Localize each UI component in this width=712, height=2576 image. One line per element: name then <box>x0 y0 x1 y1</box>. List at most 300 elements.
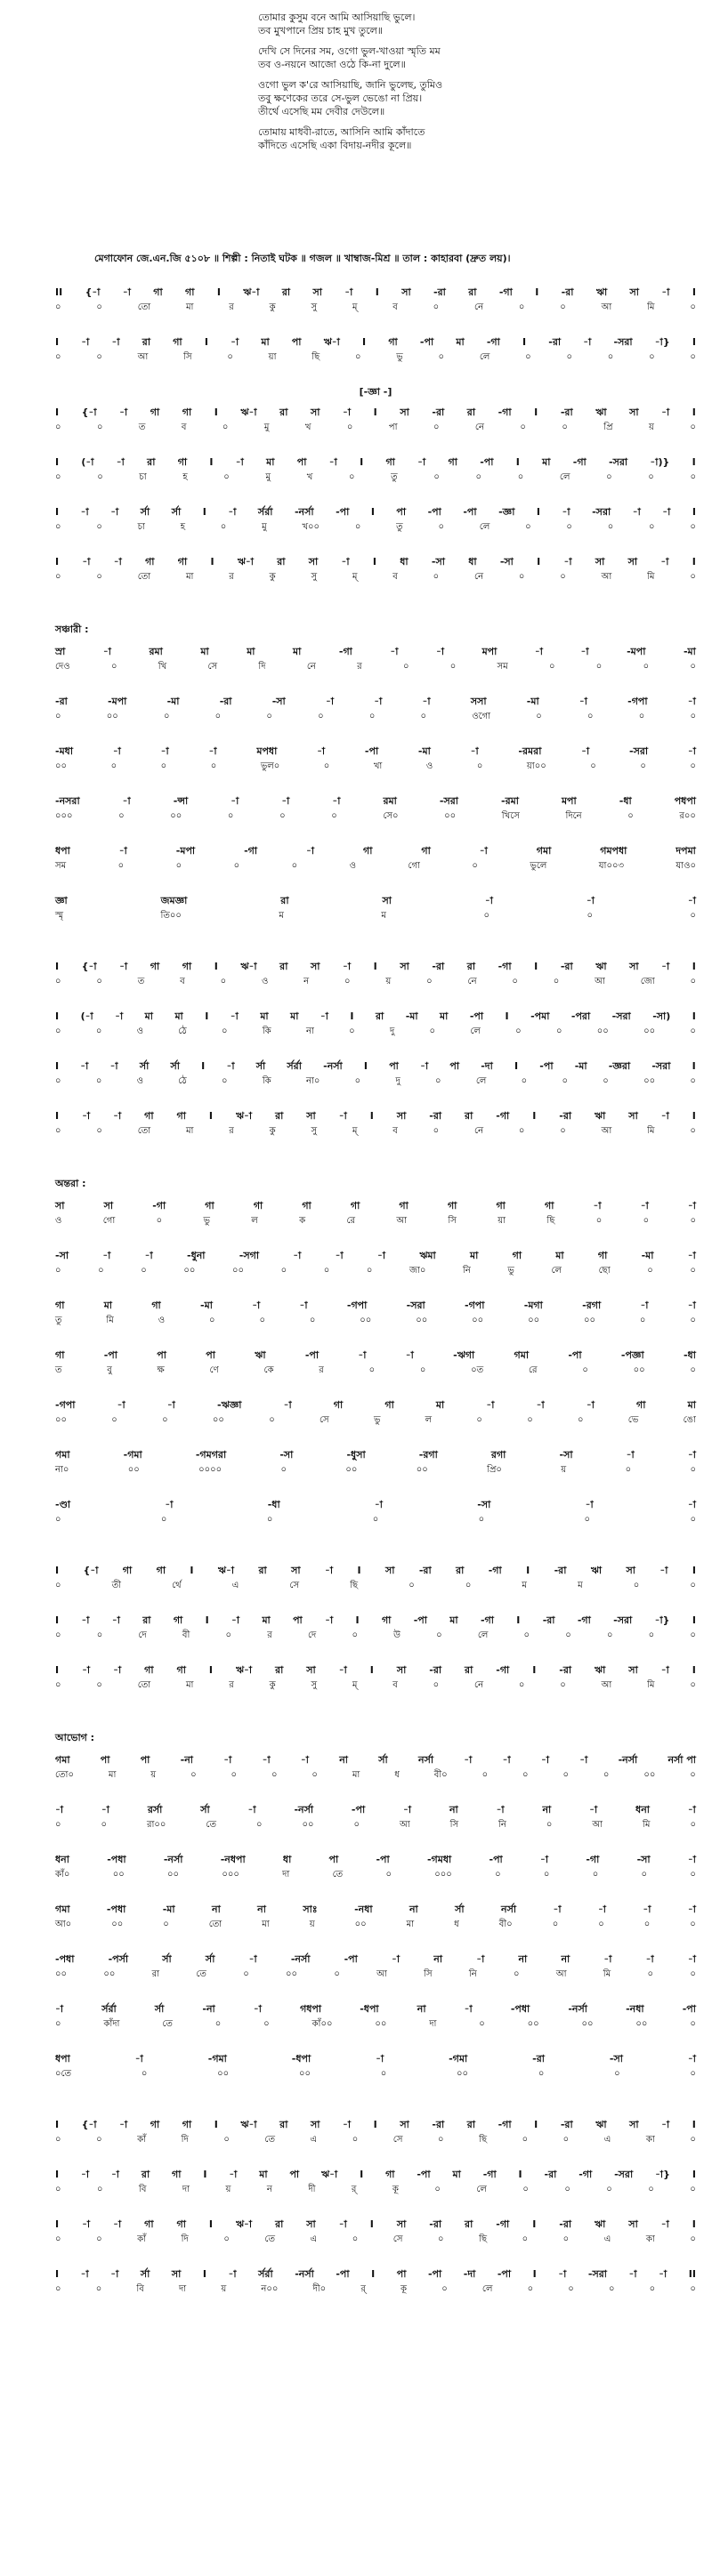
swara-note: -া <box>223 1754 232 1766</box>
swara-note: রা <box>466 961 476 972</box>
lyric-syllable: র <box>229 1126 234 1136</box>
swara-note: -া <box>110 2268 119 2280</box>
lyric-syllable: এ <box>231 1581 239 1590</box>
swara-note: -া <box>687 1854 696 1865</box>
swara-note: -া <box>486 1399 495 1411</box>
swara-note: -সা <box>431 556 445 568</box>
lyric-syllable: ০০ <box>416 1316 428 1325</box>
lyric-syllable: ০ <box>566 352 572 362</box>
swara-note: -া <box>687 696 696 707</box>
swara-note: সা <box>55 1200 65 1212</box>
lyric-syllable: ০ <box>96 302 102 312</box>
lyric-syllable: আ <box>399 1820 410 1830</box>
lyric-syllable: ০ <box>690 1515 696 1525</box>
lyric-syllable: ০ <box>233 861 240 871</box>
lyric-syllable: সে <box>289 1581 300 1590</box>
swara-note: -দা <box>463 2268 476 2280</box>
lyric-syllable: ০ <box>434 2185 441 2194</box>
swara-note: গধপা <box>300 2003 322 2015</box>
swara-note: -সা <box>271 696 286 707</box>
swara-note: গা <box>177 456 188 468</box>
swara-note: I <box>55 1565 60 1576</box>
swara-row <box>55 1497 696 1512</box>
swara-note: -া <box>116 456 125 468</box>
lyric-syllable: র <box>229 572 234 582</box>
lyric-syllable: ০ <box>354 352 361 362</box>
notation-line <box>55 1563 696 1593</box>
swara-note: ঋা <box>595 1664 606 1676</box>
swara-note: মা <box>293 646 302 657</box>
lyric-syllable: চা <box>137 522 145 532</box>
swara-note: র্সা <box>455 1904 465 1915</box>
lyric-syllable: কাঁ <box>137 2234 147 2244</box>
lyric-syllable: ০ <box>476 1415 482 1425</box>
swara-note: গা <box>185 286 195 298</box>
swara-note: -া <box>112 745 121 757</box>
lyric-syllable: ০ <box>690 2069 696 2079</box>
lyric-syllable: চা <box>139 472 147 482</box>
swara-note: র্সর্রা <box>257 506 273 518</box>
section-label: অন্তরা : <box>55 1178 86 1189</box>
lyric-syllable: ০০ <box>457 2069 469 2079</box>
lyric-syllable: ০ <box>163 712 170 721</box>
lyric-syllable: ০ <box>587 911 593 921</box>
lyric-syllable: দী০ <box>312 2284 327 2294</box>
lyric-syllable: বী০ <box>433 1770 448 1780</box>
lyric-syllable: ০ <box>354 1076 361 1086</box>
notation-line <box>55 1447 696 1477</box>
swara-note: I <box>204 336 208 348</box>
lyric-syllable: ০ <box>690 2284 696 2294</box>
swara-note: ধনা <box>55 1854 69 1865</box>
lyric-syllable: ০ <box>55 1515 61 1525</box>
notation-line <box>55 455 696 485</box>
notation-line <box>55 1852 696 1882</box>
lyric-syllable: ০ <box>141 1266 147 1276</box>
swara-note: I <box>55 1614 60 1626</box>
lyric-syllable: খিসে <box>501 811 520 821</box>
lyric-syllable: ০ <box>641 1870 648 1880</box>
notation-line <box>55 1613 696 1643</box>
swara-note: গা <box>153 286 163 298</box>
lyric-syllable: ০ <box>227 352 233 362</box>
swara-note: I <box>692 556 696 568</box>
swara-row <box>55 1108 696 1123</box>
swara-note: না <box>417 2003 426 2015</box>
swara-note: -া <box>328 456 337 468</box>
swara-note: I <box>357 1565 361 1576</box>
swara-note: I <box>210 556 214 568</box>
lyric-syllable: সে <box>319 1415 329 1425</box>
swara-row <box>55 1348 696 1363</box>
lyric-syllable: ০ <box>280 1465 287 1475</box>
lyric-syllable: ০ <box>690 352 696 362</box>
swara-note: -সরা <box>609 456 628 468</box>
swara-note: -া <box>118 845 127 857</box>
lyric-syllable: ০ <box>546 1820 553 1830</box>
swara-note: মা <box>449 1614 458 1626</box>
lyric-syllable: ০০ <box>360 1316 372 1325</box>
lyric-syllable: ০ <box>141 2069 148 2079</box>
lyric-syllable: ০০০ <box>434 1870 452 1880</box>
lyric-syllable: দা <box>178 2284 187 2294</box>
swara-note: রা <box>465 1110 473 1122</box>
lyric-syllable: আ <box>601 1126 612 1136</box>
swara-note: -না <box>202 2003 215 2015</box>
lyric-syllable: ০ <box>690 522 696 532</box>
lyric-syllable: ও <box>425 761 433 771</box>
lyric-syllable: ০ <box>433 1680 440 1690</box>
lyric-syllable: আ <box>601 1680 612 1690</box>
swara-note: -া <box>645 1953 654 1965</box>
lyric-syllable: ০ <box>436 1630 442 1640</box>
swara-note: I <box>536 506 541 518</box>
swara-note: গা <box>150 407 160 418</box>
swara-row <box>55 1248 696 1263</box>
lyric-syllable: ০ <box>214 2019 222 2029</box>
lyric-syllable: র <box>319 1365 324 1375</box>
lyric-syllable: য়া <box>268 352 277 362</box>
swara-note: রমা <box>149 646 163 657</box>
lyric-syllable: ০ <box>690 1581 696 1590</box>
lyric-syllable: ০ <box>55 472 61 482</box>
swara-note: -নর্সা <box>568 2003 587 2015</box>
lyric-syllable: ভু <box>396 352 403 362</box>
lyric-syllable-row <box>55 809 696 824</box>
lyric-syllable: দী <box>308 2185 316 2194</box>
swara-note: I <box>535 286 539 298</box>
swara-note: -া <box>144 1250 153 1261</box>
lyric-syllable: ০ <box>420 712 427 721</box>
lyric-syllable: ০০ <box>55 1415 68 1425</box>
lyric-syllable: নি <box>468 1969 477 1979</box>
lyric-syllable: নে <box>474 423 484 432</box>
swara-note: -পা <box>497 2268 512 2280</box>
notation-line <box>55 334 696 365</box>
lyric-syllable: উ <box>393 1630 400 1640</box>
lyric-syllable: ০ <box>220 977 227 986</box>
lyric-syllable: দে <box>307 1630 317 1640</box>
swara-note: -া <box>300 1754 309 1766</box>
swara-note: I <box>214 2119 218 2130</box>
lyric-syllable: বী <box>182 1630 190 1640</box>
lyric-syllable: ধ <box>454 1920 459 1929</box>
swara-note: -া <box>226 1060 235 1072</box>
lyric-syllable: মি <box>647 572 655 582</box>
swara-note: -া <box>82 1110 91 1122</box>
swara-note: ধপা <box>55 845 70 857</box>
swara-note: -া <box>687 895 696 906</box>
swara-note: I <box>214 961 218 972</box>
lyric-syllable: ০ <box>690 1316 696 1325</box>
lyric-syllable: ০ <box>690 302 696 312</box>
lyric-syllable: স্মৃ <box>55 911 64 921</box>
swara-note: I <box>209 456 214 468</box>
swara-note: র্সা <box>154 2003 165 2015</box>
lyric-syllable: ০ <box>55 2019 61 2029</box>
lyric-syllable: তী <box>111 1581 121 1590</box>
lyric-syllable: ব <box>392 1680 398 1690</box>
swara-note: গা <box>145 556 155 568</box>
swara-note: গা <box>384 1399 394 1411</box>
lyric-syllable: র <box>267 1630 272 1640</box>
lyric-syllable: ক্ষ <box>157 1365 165 1375</box>
lyric-syllable: দেও <box>55 662 70 672</box>
swara-row <box>55 1563 696 1578</box>
swara-note: -জ্ঞা <box>498 506 515 518</box>
lyric-syllable: ০ <box>587 712 594 721</box>
swara-note: -া <box>343 2119 352 2130</box>
lyric-syllable-row <box>55 1628 696 1643</box>
lyric-syllable: ০ <box>353 1820 360 1830</box>
lyric-syllable: ০০ <box>583 1316 595 1325</box>
lyric-syllable: ০ <box>280 1266 287 1276</box>
swara-note: I <box>55 336 60 348</box>
swara-note: -া <box>117 1399 125 1411</box>
lyric-syllable: ০ <box>690 2234 696 2244</box>
lyric-syllable: ০ <box>483 911 490 921</box>
lyric-syllable: ০০ <box>472 1316 484 1325</box>
swara-note: -া <box>102 1250 111 1261</box>
swara-note: -রা <box>429 2218 442 2230</box>
lyric-syllable: ০ <box>243 1969 249 1979</box>
swara-note: -পা <box>682 2003 696 2015</box>
swara-note: -মা <box>166 696 180 707</box>
lyric-syllable: মি <box>106 1316 114 1325</box>
swara-note: -া <box>464 2003 473 2015</box>
lyric-syllable-row <box>55 2182 696 2197</box>
swara-note: না <box>542 1804 552 1815</box>
swara-note: সা <box>103 1200 114 1212</box>
swara-note: মা <box>435 1399 445 1411</box>
lyric-syllable: ০ <box>349 1026 355 1036</box>
swara-note: I <box>190 1565 194 1576</box>
swara-row <box>55 334 696 350</box>
lyric-syllable: আ <box>595 977 605 986</box>
notation-line <box>55 694 696 724</box>
swara-note: I <box>516 1614 521 1626</box>
lyric-syllable: ০ <box>55 1126 61 1136</box>
lyric-syllable: ভুল০ <box>260 761 280 771</box>
swara-note: I <box>208 1664 213 1676</box>
lyric-syllable: গো <box>102 1216 116 1226</box>
notation-line <box>55 959 696 989</box>
swara-note: -া <box>262 1754 271 1766</box>
swara-note: -া <box>325 1565 334 1576</box>
swara-note: -সা <box>499 556 514 568</box>
lyric-syllable: ০ <box>222 423 229 432</box>
lyric-syllable: সু <box>311 302 318 312</box>
lyric-syllable: ০ <box>346 423 353 432</box>
swara-note: -া <box>687 1953 696 1965</box>
swara-note: -রা <box>559 1664 572 1676</box>
lyric-syllable: ০ <box>291 861 298 871</box>
swara-note: -গা <box>578 2169 593 2180</box>
swara-note: -া <box>476 1953 485 1965</box>
swara-note: গা <box>151 1300 161 1311</box>
swara-note: II <box>688 2268 696 2280</box>
lyric-syllable: আ <box>555 1969 567 1979</box>
lyric-syllable: ০ <box>518 302 525 312</box>
swara-note: I <box>55 2268 60 2280</box>
swara-note: -ণ্ডা <box>55 1499 71 1510</box>
swara-note: -া <box>111 1614 120 1626</box>
swara-note: -া <box>122 286 131 298</box>
lyric-line: তব ও-নয়নে আজো ওঠে কি-না দুলে॥ <box>258 59 406 70</box>
swara-note: -া <box>562 506 570 518</box>
lyric-syllable-row <box>55 1413 696 1428</box>
lyric-syllable: ০ <box>606 472 612 482</box>
swara-note: I <box>55 1664 60 1676</box>
swara-note: -া <box>687 1904 696 1915</box>
lyric-syllable: ০ <box>690 977 696 986</box>
lyric-syllable: ল <box>251 1216 258 1226</box>
lyric-syllable: কি <box>262 1026 271 1036</box>
lyric-syllable: ০০ <box>416 1465 428 1475</box>
lyric-syllable: কি <box>262 1076 271 1086</box>
swara-note: -সা <box>636 1854 651 1865</box>
swara-note: -া <box>299 1300 308 1311</box>
swara-note: ঋ-া <box>321 2169 338 2180</box>
lyric-syllable: ০ <box>553 977 560 986</box>
lyric-syllable: কা <box>645 2135 655 2145</box>
lyric-syllable: ০০ <box>298 2069 311 2079</box>
lyric-syllable: ঠে <box>178 1076 187 1086</box>
lyric-syllable-row <box>55 1024 696 1039</box>
lyric-syllable: ০ <box>95 1026 102 1036</box>
lyric-syllable: ০ <box>96 522 102 532</box>
swara-note: মপা <box>561 795 577 807</box>
notation-line <box>55 1952 696 1982</box>
lyric-syllable: সু <box>311 1126 318 1136</box>
lyric-syllable: ০ <box>266 1515 273 1525</box>
swara-note: -মপা <box>108 696 127 707</box>
swara-row <box>55 1059 696 1074</box>
lyric-syllable: কু <box>269 1126 276 1136</box>
lyric-syllable: ০ <box>309 1316 316 1325</box>
swara-note: I <box>55 1060 60 1072</box>
swara-note: ঋ-া <box>235 1110 253 1122</box>
swara-note: সা <box>400 407 409 418</box>
lyric-syllable: যাও০ <box>676 861 696 871</box>
swara-note: -া <box>208 745 217 757</box>
swara-note: রা <box>279 2119 288 2130</box>
lyric-syllable: দি <box>181 2135 189 2145</box>
section-spacer <box>55 2316 696 2332</box>
lyric-syllable: মি <box>647 302 655 312</box>
notation-line <box>55 1009 696 1039</box>
lyric-syllable: জা০ <box>409 1266 426 1276</box>
swara-note: পা <box>289 2169 300 2180</box>
notation-line <box>55 2117 696 2147</box>
swara-note: I <box>370 506 375 518</box>
lyric-syllable: তো <box>137 1680 151 1690</box>
swara-note: -পা <box>427 2268 442 2280</box>
lyric-syllable: দু <box>395 1076 400 1086</box>
lyric-syllable: সি <box>183 352 192 362</box>
swara-note: না <box>449 1804 458 1815</box>
swara-note: -া <box>643 1904 651 1915</box>
lyric-syllable: তে <box>264 2234 275 2244</box>
lyric-syllable: গো <box>408 861 420 871</box>
swara-note: গমা <box>55 1904 70 1915</box>
lyric-syllable: ০০ <box>183 1266 196 1276</box>
swara-note: -পা <box>336 2268 350 2280</box>
lyric-syllable: ০ <box>435 1076 441 1086</box>
swara-row <box>55 1802 696 1817</box>
lyric-syllable: ০ <box>96 1680 102 1690</box>
lyric-syllable: আ <box>376 1969 387 1979</box>
swara-note: -া <box>589 1804 598 1815</box>
swara-note: I <box>208 2218 213 2230</box>
lyric-syllable: ০ <box>562 1076 568 1086</box>
lyric-syllable: ০০০ <box>222 1870 239 1880</box>
swara-note: পা <box>291 336 302 348</box>
swara-note: ঋা <box>595 1110 606 1122</box>
swara-note: -গা <box>498 407 512 418</box>
swara-note: রর্সা <box>147 1804 163 1815</box>
lyric-syllable: ০ <box>523 1630 530 1640</box>
lyric-syllable: কে <box>263 1365 274 1375</box>
lyric-syllable: তো <box>137 572 151 582</box>
swara-note: I <box>375 286 379 298</box>
swara-note: মা <box>555 1250 564 1261</box>
lyric-syllable-row <box>55 1578 696 1593</box>
lyric-syllable: ০ <box>568 2284 574 2294</box>
swara-note: -া <box>586 895 595 906</box>
swara-note: -সা) <box>652 1010 671 1022</box>
lyric-syllable: নে <box>474 572 484 582</box>
lyric-syllable: ০ <box>449 662 457 672</box>
swara-note: সা <box>629 286 639 298</box>
lyric-syllable: ০ <box>465 1581 472 1590</box>
lyric-syllable: ০ <box>96 423 103 432</box>
lyric-syllable: ০০ <box>635 2019 648 2029</box>
swara-note: গা <box>597 1250 608 1261</box>
swara-note: I <box>532 1664 537 1676</box>
swara-note: I <box>55 1010 60 1022</box>
lyric-syllable: ০ <box>318 712 324 721</box>
lyric-syllable: ০০ <box>527 2019 539 2029</box>
lyric-syllable: হ <box>180 522 185 532</box>
swara-note: র্সা <box>255 1060 266 1072</box>
lyric-stanza <box>258 125 668 152</box>
swara-note: -া <box>659 2268 668 2280</box>
swara-note: -গমগরা <box>195 1449 227 1461</box>
lyric-syllable: ০ <box>690 2135 696 2145</box>
lyric-syllable: ০ <box>536 712 542 721</box>
swara-note: -া <box>687 1300 696 1311</box>
swara-note: -া <box>338 2218 347 2230</box>
lyric-syllable: কূ <box>400 2284 408 2294</box>
section-spacer <box>55 604 696 620</box>
lyric-syllable: র <box>357 662 362 672</box>
swara-note: -া <box>113 1110 122 1122</box>
lyric-syllable: ০ <box>366 1266 373 1276</box>
swaralipi-score <box>55 285 696 2332</box>
lyric-syllable: ০০ <box>111 1920 124 1929</box>
swara-note: -পরা <box>570 1010 591 1022</box>
swara-note: I <box>208 1110 213 1122</box>
lyric-syllable: ০০০ <box>55 811 73 821</box>
lyric-syllable: মি <box>603 1969 611 1979</box>
swara-row <box>55 644 696 659</box>
lyric-syllable: ০ <box>55 1581 61 1590</box>
lyric-syllable: ০ <box>162 1415 168 1425</box>
lyric-syllable: ০ <box>55 423 61 432</box>
lyric-syllable-row <box>55 2017 696 2032</box>
lyric-syllable: য় <box>649 423 654 432</box>
